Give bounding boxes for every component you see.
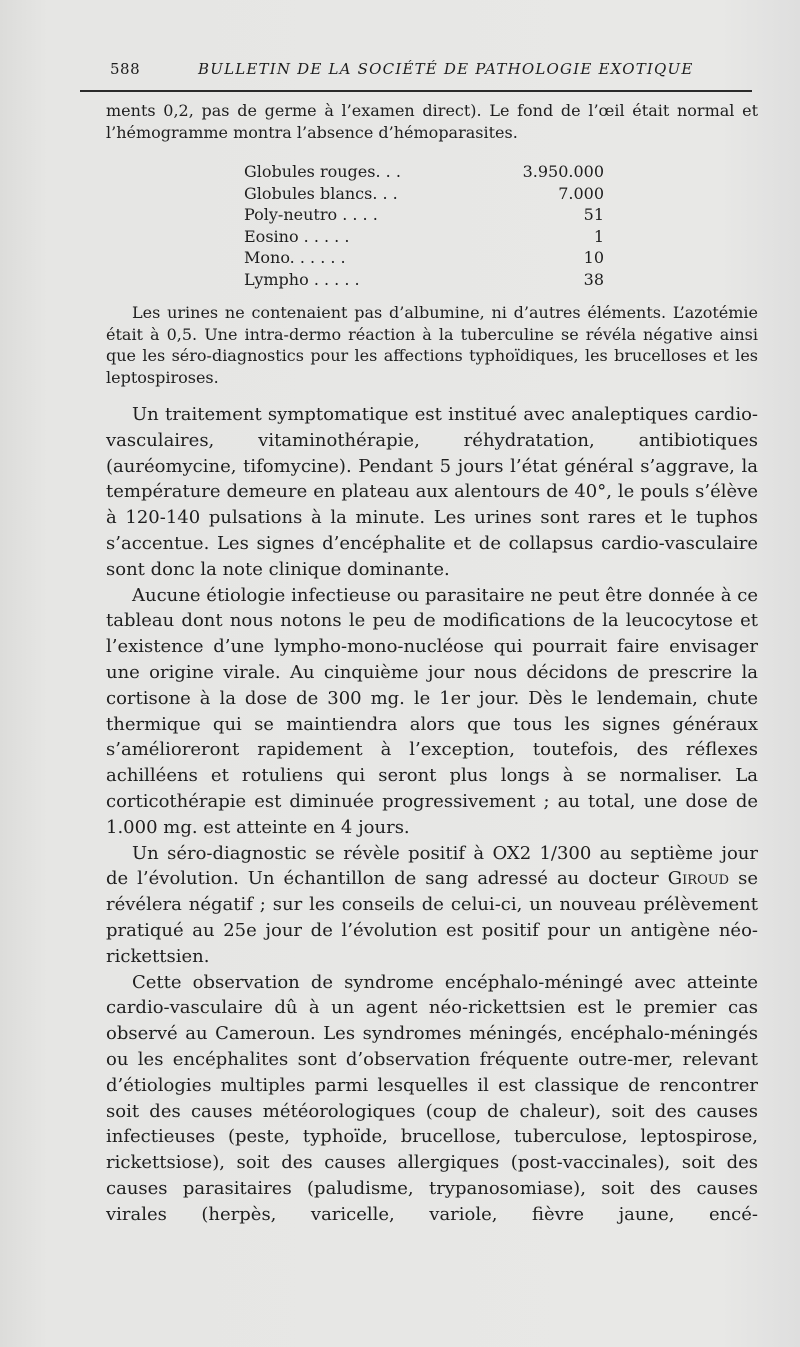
cell-label: Eosino . . . . . [244, 226, 350, 246]
paragraph-gap [106, 388, 758, 402]
body-text [106, 100, 758, 1228]
cell-label: Globules blancs. . . [244, 183, 398, 203]
paragraph-serodiagnostic [106, 841, 758, 970]
author-name: Giroud [667, 868, 730, 890]
paragraph-observation: Cette observation de syndrome encéphalo-méningé avec atteinte cardio-vasculaire dû à un agent néo-rickettsien est le premier cas observé au Cameroun. Les syndromes méningés, encéphalo-méningés ou les encéphalites sont d’observation fréquente outre-mer, relevant d’étiologies multiples parmi lesquelles il est classique de rencontrer soit des causes météorologiques (coup de chaleur), soit des causes infectieuses (peste, typhoïde, brucellose, tuberculose, leptospirose, rickettsiose), soit des causes allergiques (post-vaccinales), soit des causes parasitaires (paludisme, trypanosomiase), soit des causes virales (herpès, varicelle, variole, fièvre jaune, encé- [106, 971, 758, 1225]
cell-label: Globules rouges. . . [244, 162, 401, 181]
table-row [244, 247, 610, 269]
table-row [244, 226, 610, 248]
cell-value: 3.950.000 [522, 162, 604, 181]
paragraph-urines: Les urines ne contenaient pas d’albumine, ni d’autres éléments. L’azotémie était à 0,5. Une intra-dermo réaction à la tuberculine se révéla négative ainsi que les séro-diagnostics pour les affections typhoïdiques, les brucelloses et les leptospiroses. [106, 303, 758, 387]
paragraph-etiology: Aucune étiologie infectieuse ou parasitaire ne peut être donnée à ce tableau dont nous notons le peu de modifications de la leucocytose et l’existence d’une lympho-mono-nucléose qui pourrait faire envisager une origine virale. Au cinquième jour nous décidons de prescrire la cortisone à la dose de 300 mg. le 1er jour. Dès le lendemain, chute thermique qui se maintiendra alors que tous les signes généraux s’amélioreront rapidement à l’exception, toutefois, des réflexes achilléens et rotuliens qui seront plus longs à se normaliser. La corticothérapie est diminuée progressivement ; au total, une dose de 1.000 mg. est atteinte en 4 jours. [106, 584, 758, 838]
paragraph-continuation: ments 0,2, pas de germe à l’examen direct). Le fond de l’œil était normal et l’hémogramme montra l’absence d’hémoparasites. [106, 101, 758, 142]
table-row [244, 183, 610, 205]
table-row [244, 161, 610, 183]
header-rule [80, 90, 752, 92]
paragraph-treatment: Un traitement symptomatique est institué avec analeptiques cardio-vasculaires, vitaminothérapie, réhydratation, antibiotiques (auréomycine, tifomycine). Pendant 5 jours l’état général s’aggrave, la température demeure en plateau aux alentours de 40°, le pouls s’élève à 120-140 pulsations à la minute. Les urines sont rares et le tuphos s’accentue. Les signes d’encéphalite et de collapsus cardio-vasculaire sont donc la note clinique dominante. [106, 404, 758, 580]
table-row [244, 204, 610, 226]
cell-value: 1 [593, 226, 604, 246]
table-row [244, 269, 610, 291]
cell-value: 51 [583, 205, 604, 224]
hemogram-table [244, 161, 610, 290]
cell-label: Mono. . . . . . [244, 248, 346, 267]
cell-label: Lympho . . . . . [244, 269, 360, 289]
cell-value: 38 [583, 269, 604, 289]
running-title: BULLETIN DE LA SOCIÉTÉ DE PATHOLOGIE EXOTIQUE [198, 60, 694, 78]
page-header [110, 60, 760, 88]
text-run: se révélera négatif ; sur les conseils de celui-ci, un nouveau prélèvement pratiqué au 25e jour de l’évolution est positif pour un antigène néo-rickettsien. [106, 868, 758, 967]
page-number: 588 [110, 60, 141, 78]
cell-value: 7.000 [558, 183, 604, 203]
cell-label: Poly-neutro . . . . [244, 205, 378, 224]
cell-value: 10 [583, 248, 604, 267]
text-run: Un séro-diagnostic se révèle positif à OX2 1/300 au septième jour de l’évolution. Un échantillon de sang adressé au docteur [106, 842, 758, 890]
